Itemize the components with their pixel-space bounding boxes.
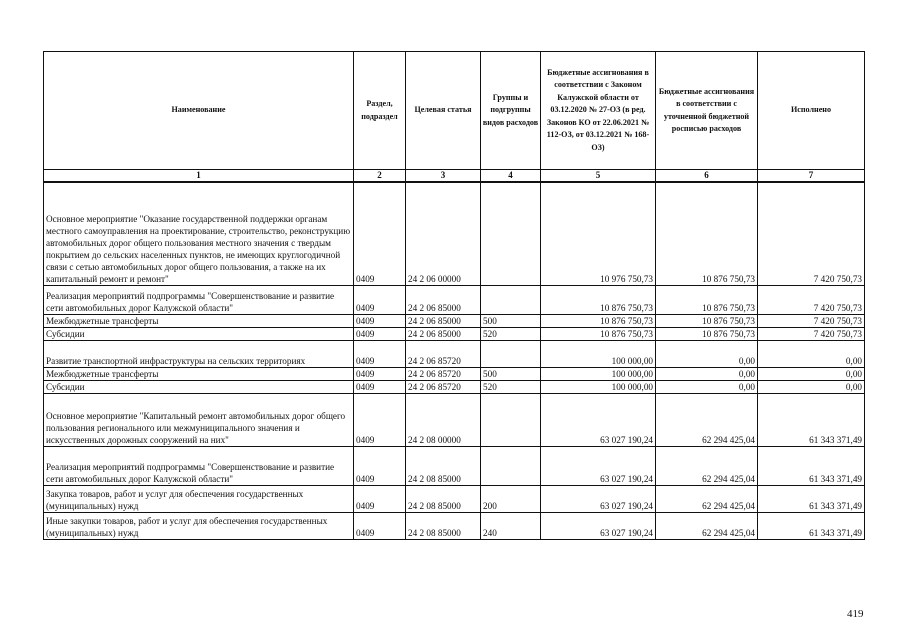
table-row [44, 486, 865, 513]
row-article: 24 2 08 00000 [406, 394, 481, 447]
row-article: 24 2 06 00000 [406, 182, 481, 286]
row-article: 24 2 06 85000 [406, 328, 481, 341]
row-refined-allocation: 62 294 425,04 [656, 513, 758, 540]
row-law-allocation: 100 000,00 [541, 381, 656, 394]
row-group [481, 447, 541, 486]
row-refined-allocation: 10 876 750,73 [656, 328, 758, 341]
row-law-allocation: 100 000,00 [541, 368, 656, 381]
row-name: Межбюджетные трансферты [44, 368, 354, 381]
header-refined-allocation: Бюджетные ассигнования в соответствии с уточненной бюджетной росписью расходов [656, 52, 758, 170]
table-row [44, 182, 865, 286]
row-law-allocation: 10 876 750,73 [541, 286, 656, 315]
row-section: 0409 [354, 394, 406, 447]
row-section: 0409 [354, 286, 406, 315]
header-name: Наименование [44, 52, 354, 170]
row-section: 0409 [354, 341, 406, 368]
row-executed: 61 343 371,49 [758, 486, 865, 513]
row-law-allocation: 100 000,00 [541, 341, 656, 368]
row-executed: 7 420 750,73 [758, 315, 865, 328]
row-law-allocation: 63 027 190,24 [541, 447, 656, 486]
table-row [44, 286, 865, 315]
row-law-allocation: 63 027 190,24 [541, 513, 656, 540]
row-refined-allocation: 62 294 425,04 [656, 486, 758, 513]
row-refined-allocation: 0,00 [656, 368, 758, 381]
row-article: 24 2 06 85720 [406, 381, 481, 394]
row-executed: 61 343 371,49 [758, 447, 865, 486]
page-number: 419 [847, 608, 864, 620]
row-group [481, 286, 541, 315]
row-section: 0409 [354, 447, 406, 486]
row-group [481, 182, 541, 286]
table-row [44, 328, 865, 341]
row-section: 0409 [354, 513, 406, 540]
row-name: Развитие транспортной инфраструктуры на сельских территориях [44, 341, 354, 368]
row-group: 500 [481, 368, 541, 381]
budget-table [43, 51, 865, 540]
row-law-allocation: 10 876 750,73 [541, 328, 656, 341]
table-row [44, 315, 865, 328]
header-executed: Исполнено [758, 52, 865, 170]
row-executed: 0,00 [758, 368, 865, 381]
row-section: 0409 [354, 182, 406, 286]
column-number: 4 [481, 170, 541, 183]
row-group: 200 [481, 486, 541, 513]
table-row [44, 513, 865, 540]
row-law-allocation: 63 027 190,24 [541, 394, 656, 447]
row-section: 0409 [354, 328, 406, 341]
row-article: 24 2 08 85000 [406, 486, 481, 513]
row-law-allocation: 63 027 190,24 [541, 486, 656, 513]
column-number: 3 [406, 170, 481, 183]
row-name: Основное мероприятие "Капитальный ремонт автомобильных дорог общего пользования регионального или межмуниципального значения и искусственных дорожных сооружений на них" [44, 394, 354, 447]
row-article: 24 2 06 85000 [406, 286, 481, 315]
column-number: 7 [758, 170, 865, 183]
row-executed: 0,00 [758, 381, 865, 394]
row-section: 0409 [354, 368, 406, 381]
row-group [481, 394, 541, 447]
header-group: Группы и подгруппы видов расходов [481, 52, 541, 170]
row-article: 24 2 08 85000 [406, 447, 481, 486]
row-article: 24 2 06 85000 [406, 315, 481, 328]
column-number: 1 [44, 170, 354, 183]
row-group [481, 341, 541, 368]
row-name: Иные закупки товаров, работ и услуг для обеспечения государственных (муниципальных) нужд [44, 513, 354, 540]
row-name: Субсидии [44, 328, 354, 341]
row-name: Закупка товаров, работ и услуг для обеспечения государственных (муниципальных) нужд [44, 486, 354, 513]
row-section: 0409 [354, 486, 406, 513]
row-group: 520 [481, 381, 541, 394]
row-section: 0409 [354, 315, 406, 328]
row-group: 500 [481, 315, 541, 328]
row-name: Реализация мероприятий подпрограммы "Совершенствование и развитие сети автомобильных дорог Калужской области" [44, 286, 354, 315]
row-refined-allocation: 0,00 [656, 381, 758, 394]
row-executed: 0,00 [758, 341, 865, 368]
row-executed: 61 343 371,49 [758, 513, 865, 540]
row-group: 240 [481, 513, 541, 540]
row-executed: 7 420 750,73 [758, 286, 865, 315]
row-name: Субсидии [44, 381, 354, 394]
column-number: 2 [354, 170, 406, 183]
row-refined-allocation: 10 876 750,73 [656, 315, 758, 328]
header-article: Целевая статья [406, 52, 481, 170]
row-article: 24 2 06 85720 [406, 368, 481, 381]
row-refined-allocation: 0,00 [656, 341, 758, 368]
row-refined-allocation: 10 876 750,73 [656, 286, 758, 315]
row-article: 24 2 08 85000 [406, 513, 481, 540]
row-refined-allocation: 62 294 425,04 [656, 447, 758, 486]
row-section: 0409 [354, 381, 406, 394]
row-refined-allocation: 10 876 750,73 [656, 182, 758, 286]
row-name: Основное мероприятие "Оказание государственной поддержки органам местного самоуправления на проектирование, строительство, реконструкцию автомобильных дорог общего пользования местного значения с твердым покрытием до сельских населенных пунктов, не имеющих круглогодичной связи с сетью автомобильных дорог общего пользования, а также на их капитальный ремонт и ремонт" [44, 182, 354, 286]
row-law-allocation: 10 876 750,73 [541, 315, 656, 328]
row-executed: 61 343 371,49 [758, 394, 865, 447]
column-number: 5 [541, 170, 656, 183]
table-row [44, 394, 865, 447]
header-section: Раздел, подраздел [354, 52, 406, 170]
table-row [44, 447, 865, 486]
table-body [44, 182, 865, 540]
row-executed: 7 420 750,73 [758, 182, 865, 286]
row-name: Межбюджетные трансферты [44, 315, 354, 328]
table-row [44, 341, 865, 368]
table-row [44, 368, 865, 381]
table-row [44, 381, 865, 394]
row-refined-allocation: 62 294 425,04 [656, 394, 758, 447]
column-number-row [44, 170, 865, 183]
row-law-allocation: 10 976 750,73 [541, 182, 656, 286]
row-article: 24 2 06 85720 [406, 341, 481, 368]
header-law-allocation: Бюджетные ассигнования в соответствии с Законом Калужской области от 03.12.2020 № 27-ОЗ (в ред. Законов КО от 22.06.2021 № 112-ОЗ, от 03.12.2021 № 168-ОЗ) [541, 52, 656, 170]
row-group: 520 [481, 328, 541, 341]
header-row [44, 52, 865, 170]
row-executed: 7 420 750,73 [758, 328, 865, 341]
row-name: Реализация мероприятий подпрограммы "Совершенствование и развитие сети автомобильных дорог Калужской области" [44, 447, 354, 486]
column-number: 6 [656, 170, 758, 183]
